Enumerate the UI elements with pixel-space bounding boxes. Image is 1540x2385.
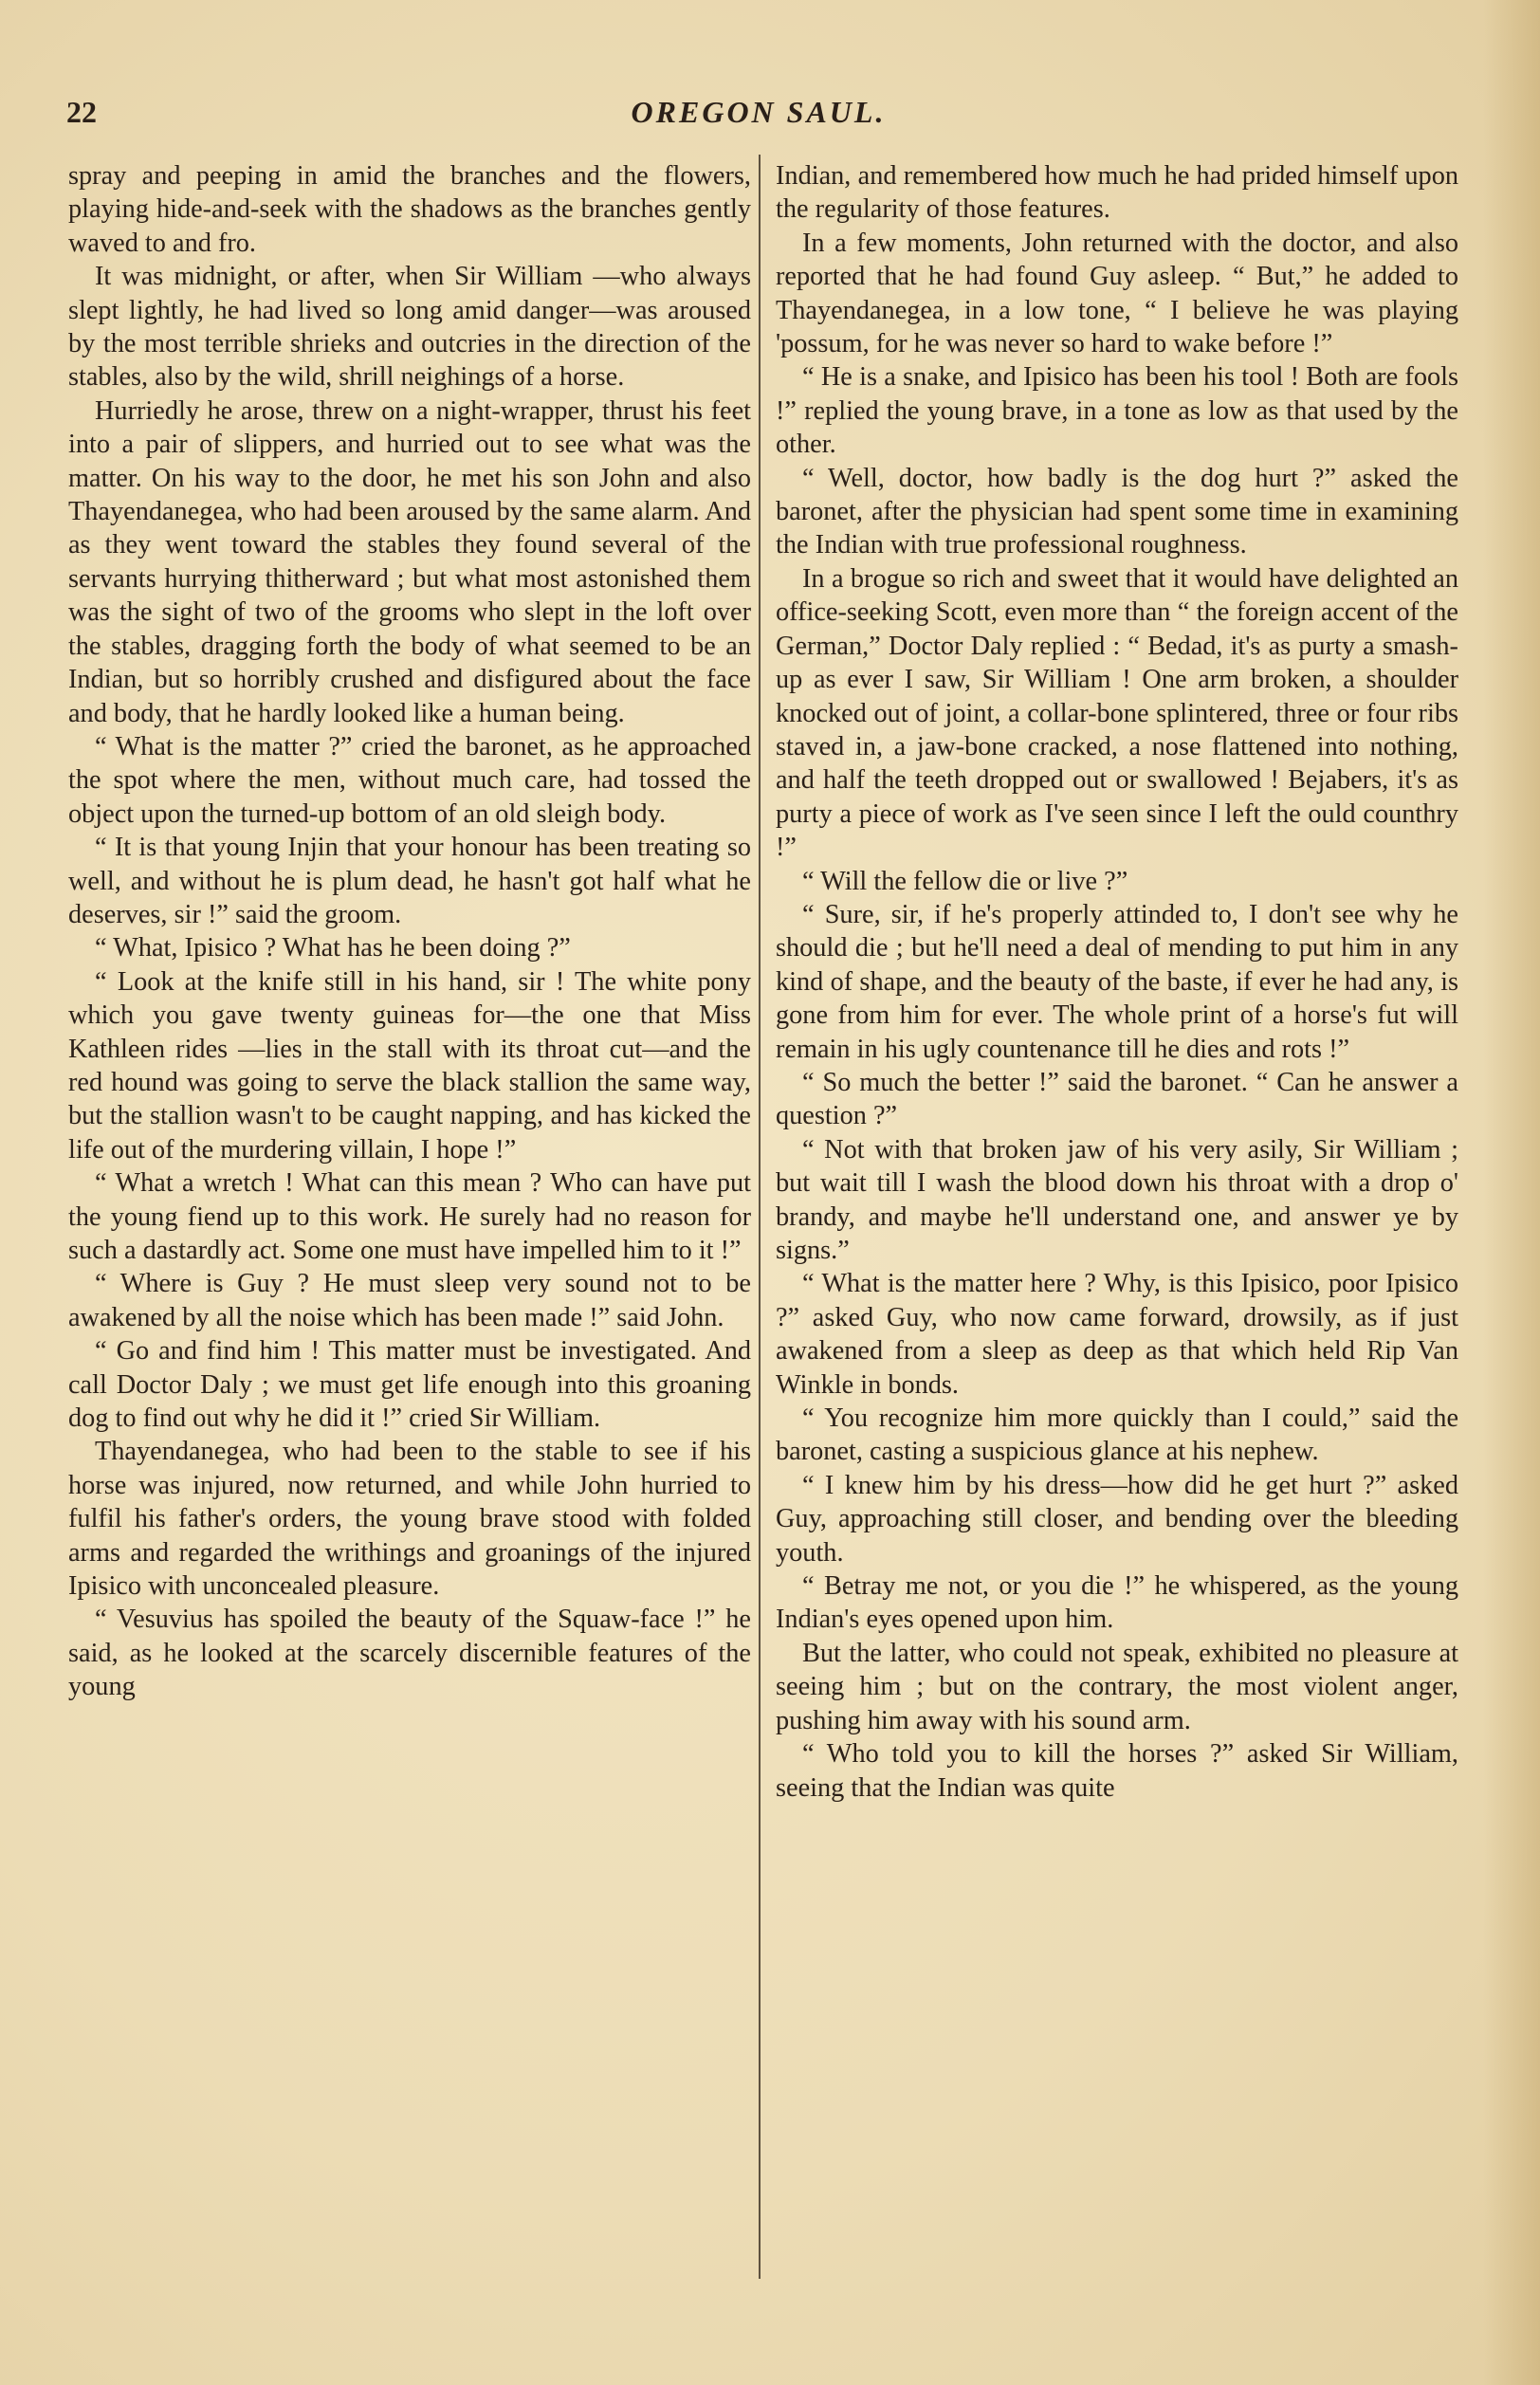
paragraph: “ It is that young Injin that your honour has been treating so well, and without he is plum dead, he hasn't got half what he deserves, sir !” said the groom.: [68, 833, 751, 929]
paragraph: “ Well, doctor, how badly is the dog hurt ?” asked the baronet, after the physician had spent some time in examining the Indian with true professional roughness.: [776, 463, 1458, 560]
paragraph: “ What, Ipisico ? What has he been doing ?”: [95, 933, 571, 963]
paragraph: But the latter, who could not speak, exhibited no pleasure at seeing him ; but on the contrary, the most violent anger, pushing him away with his sound arm.: [776, 1638, 1458, 1735]
paragraph: “ He is a snake, and Ipisico has been his tool ! Both are fools !” replied the young brave, in a tone as low as that used by the other.: [776, 362, 1458, 460]
paragraph: “ Vesuvius has spoiled the beauty of the Squaw-face !” he said, as he looked at the scarcely discernible features of the young: [68, 1605, 751, 1702]
paragraph: Indian, and remembered how much he had prided himself upon the regularity of those features.: [776, 161, 1458, 225]
paragraph: Thayendanegea, who had been to the stable to see if his horse was injured, now returned, and while John hurried to fulfil his father's orders, the young brave stood with folded arms and regarded the writhings and groanings of the injured Ipisico with unconcealed pleasure.: [68, 1437, 751, 1602]
paragraph: “ Go and find him ! This matter must be investigated. And call Doctor Daly ; we must get life enough into this groaning dog to find out why he did it !” cried Sir William.: [68, 1336, 751, 1434]
paragraph: “ I knew him by his dress—how did he get hurt ?” asked Guy, approaching still closer, and bending over the bleeding youth.: [776, 1470, 1458, 1568]
paragraph: “ Sure, sir, if he's properly attinded to, I don't see why he should die ; but he'll need a deal of mending to put him in any kind of shape, and the beauty of the baste, if ever he had any, is gone from him for ever. The whole print of a horse's fut will remain in his ugly countenance till he dies and rots !”: [776, 899, 1458, 1064]
running-title: OREGON SAUL.: [631, 95, 887, 129]
paragraph: “ What is the matter ?” cried the baronet, as he approached the spot where the men, without much care, had tossed the object upon the turned-up bottom of an old sleigh body.: [68, 731, 751, 829]
paragraph: “ What a wretch ! What can this mean ? Who can have put the young fiend up to this work. He surely had no reason for such a dastardly act. Some one must have impelled him to it !”: [68, 1168, 751, 1265]
paragraph: “ Not with that broken jaw of his very asily, Sir William ; but wait till I wash the blood down his throat with a drop o' brandy, and maybe he'll understand one, and answer ye by signs.”: [776, 1134, 1458, 1265]
paragraph: “ Betray me not, or you die !” he whispered, as the young Indian's eyes opened upon him.: [776, 1571, 1458, 1635]
paragraph: “ Who told you to kill the horses ?” asked Sir William, seeing that the Indian was quite: [776, 1739, 1458, 1803]
left-column: [68, 159, 751, 1704]
paragraph: It was midnight, or after, when Sir William —who always slept lightly, he had lived so long amid danger—was aroused by the most terrible shrieks and outcries in the direction of the stables, also by the wild, shrill neighings of a horse.: [68, 262, 751, 393]
paragraph: In a few moments, John returned with the doctor, and also reported that he had found Guy asleep. “ But,” he added to Thayendanegea, in a low tone, “ I believe he was playing 'possum, for he was never so hard to wake before !”: [776, 228, 1458, 359]
page-number: 22: [66, 95, 97, 129]
paragraph: spray and peeping in amid the branches and the flowers, playing hide-and-seek with the shadows as the branches gently waved to and fro.: [68, 161, 751, 258]
paragraph: “ Look at the knife still in his hand, sir ! The white pony which you gave twenty guineas for—the one that Miss Kathleen rides —lies in the stall with its throat cut—and the red hound was going to serve the black stallion the same way, but the stallion wasn't to be caught napping, and has kicked the life out of the murdering villain, I hope !”: [68, 966, 751, 1165]
paragraph: “ You recognize him more quickly than I could,” said the baronet, casting a suspicious glance at his nephew.: [776, 1403, 1458, 1467]
paragraph: “ Will the fellow die or live ?”: [802, 866, 1128, 896]
paragraph: “ What is the matter here ? Why, is this Ipisico, poor Ipisico ?” asked Guy, who now came forward, drowsily, as if just awakened from a sleep as deep as that which held Rip Van Winkle in bonds.: [776, 1269, 1458, 1400]
paragraph: “ Where is Guy ? He must sleep very sound not to be awakened by all the noise which has been made !” said John.: [68, 1269, 751, 1332]
paragraph: In a brogue so rich and sweet that it would have delighted an office-seeking Scott, even more than “ the foreign accent of the German,” Doctor Daly replied : “ Bedad, it's as purty a smash-up as ever I saw, Sir William ! One arm broken, a shoulder knocked out of joint, a collar-bone splintered, three or four ribs staved in, a jaw-bone cracked, a nose flattened into nothing, and half the teeth dropped out or swallowed ! Bejabers, it's as purty a piece of work as I've seen since I left the ould counthry !”: [776, 563, 1458, 863]
paragraph: “ So much the better !” said the baronet. “ Can he answer a question ?”: [776, 1067, 1458, 1131]
paragraph: Hurriedly he arose, threw on a night-wrapper, thrust his feet into a pair of slippers, and hurried out to see what was the matter. On his way to the door, he met his son John and also Thayendanegea, who had been aroused by the same alarm. And as they went toward the stables they found several of the servants hurrying thitherward ; but what most astonished them was the sight of two of the grooms who slept in the loft over the stables, dragging forth the body of what seemed to be an Indian, but so horribly crushed and disfigured about the face and body, that he hardly looked like a human being.: [68, 395, 751, 728]
page-edge-shadow: [1483, 0, 1540, 2385]
right-column: [776, 159, 1458, 1805]
column-divider: [759, 155, 761, 2279]
page-header: [66, 95, 1451, 142]
